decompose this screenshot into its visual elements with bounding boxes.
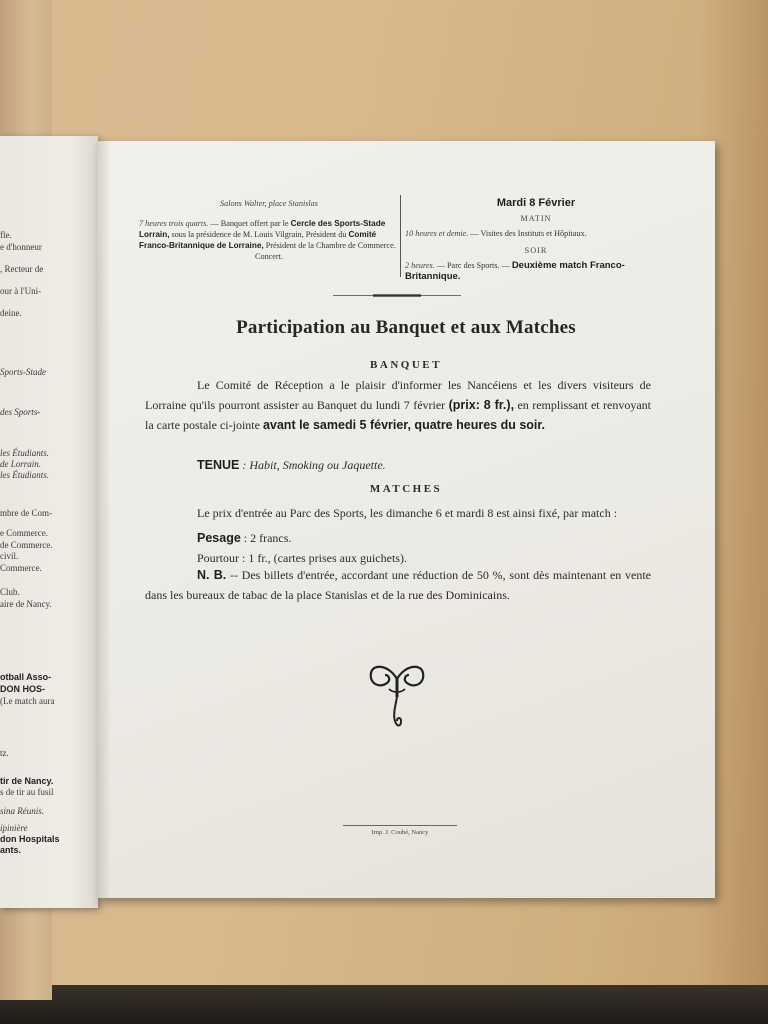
nb-paragraph (145, 565, 651, 605)
printer-ornament-icon (367, 657, 427, 735)
soir-text (405, 260, 667, 282)
left-page-text: deine. (0, 308, 22, 318)
left-page-text: s de tir au fusil (0, 787, 54, 797)
matches-heading: MATCHES (369, 483, 443, 495)
venue-label: Salons Walter, place Stanislas (220, 199, 318, 208)
banquet-paragraph (145, 375, 651, 435)
pesage-line (197, 531, 291, 546)
left-page (0, 136, 98, 908)
tenue-line (197, 458, 386, 473)
nb-label: N. B. (197, 568, 227, 582)
left-page-text: Commerce. (0, 563, 42, 573)
matches-paragraph (145, 503, 651, 523)
left-page-text: otball Asso- (0, 672, 52, 682)
left-page-text: ipinière (0, 823, 28, 833)
monday-evening-block (139, 198, 399, 262)
nb-text: -- Des billets d'entrée, accordant une réduction de 50 %, sont dès maintenant en vente dans les bureaux de tabac de la place Stanislas et de la rue des Dominicains. (145, 568, 651, 602)
comite-name: Comité Franco-Britannique de Lorraine, (139, 230, 377, 250)
left-page-text: don Hospitals (0, 834, 60, 844)
ornamental-divider (333, 294, 461, 297)
banquet-heading: BANQUET (370, 359, 442, 371)
banquet-dash: — Banquet offert par le (208, 219, 291, 228)
left-page-text: de Lorrain. (0, 459, 42, 469)
soir-time: 2 heures. (405, 261, 435, 270)
left-page-text: , Recteur de (0, 264, 44, 274)
page-title: Participation au Banquet et aux Matches (236, 317, 576, 338)
left-page-text: our à l'Uni- (0, 286, 42, 296)
left-page-text: mbre de Com- (0, 508, 52, 518)
cercle-name: Cercle des Sports-Stade Lorrain, (139, 219, 386, 239)
soir-match: Deuxième match Franco-Britannique. (405, 260, 625, 282)
banquet-text-1: Le Comité de Réception a le plaisir d'informer les Nancéiens et les divers visiteurs de Lorraine qu'ils pourront assister au Banquet du lundi 7 février (145, 378, 651, 412)
left-page-text: Club. (0, 587, 20, 597)
printer-rule (343, 825, 457, 826)
tenue-value: : Habit, Smoking ou Jaquette. (242, 458, 386, 472)
left-page-text: e Commerce. (0, 528, 48, 538)
matin-label: MATIN (520, 214, 552, 223)
left-page-text: Sports-Stade (0, 367, 46, 377)
header-divider (400, 195, 401, 277)
tuesday-block (405, 198, 667, 288)
banquet-text-2: en remplissant et renvoyant la carte postale ci-jointe (145, 398, 652, 432)
banquet-deadline: avant le samedi 5 février, quatre heures du soir. (262, 418, 546, 432)
board-bottom-edge (0, 985, 768, 1024)
tuesday-date: Mardi 8 Février (496, 197, 576, 209)
banquet-price: (prix: 8 fr.), (448, 398, 515, 412)
left-page-text: tir de Nancy. (0, 776, 54, 786)
banquet-schedule-text (139, 218, 399, 251)
pesage-value: : 2 francs. (243, 531, 292, 545)
left-page-text: (Le match aura (0, 696, 55, 706)
left-page-text: e d'honneur (0, 242, 42, 252)
programme-page (97, 141, 715, 898)
left-page-text: civil. (0, 551, 19, 561)
left-page-text: sina Réunis. (0, 806, 44, 816)
pesage-label: Pesage (197, 531, 241, 545)
left-page-text: ants. (0, 845, 22, 855)
left-page-text: des Sports- (0, 407, 41, 417)
soir-activity: — Parc des Sports. — (434, 261, 512, 270)
left-page-text: les Étudiants. (0, 448, 49, 458)
banquet-time: 7 heures trois quarts. (139, 219, 209, 228)
matin-text (405, 228, 667, 239)
left-page-text: tz. (0, 748, 9, 758)
printer-credit: Imp. J. Coubé, Nancy (371, 829, 429, 836)
matin-activity: — Visites des Instituts et Hôpitaux. (468, 229, 587, 238)
matches-text: Le prix d'entrée au Parc des Sports, les dimanche 6 et mardi 8 est ainsi fixé, par match : (197, 506, 618, 520)
pourtour-line: Pourtour : 1 fr., (cartes prises aux guichets). (197, 551, 407, 565)
soir-label: SOIR (524, 246, 548, 255)
concert-label: Concert. (255, 252, 283, 261)
president-text: Président de la Chambre de Commerce. (263, 241, 396, 250)
left-page-text: de Commerce. (0, 540, 53, 550)
tenue-label: TENUE (197, 458, 240, 472)
matin-time: 10 heures et demie. (405, 229, 469, 238)
page-crease (97, 141, 111, 898)
left-page-text: aire de Nancy. (0, 599, 52, 609)
left-page-text: les Étudiants. (0, 470, 49, 480)
left-page-text: DON HOS- (0, 684, 45, 694)
presidence-text: sous la présidence de M. Louis Vilgrain, Président du (169, 230, 349, 239)
left-page-text: fle. (0, 230, 12, 240)
